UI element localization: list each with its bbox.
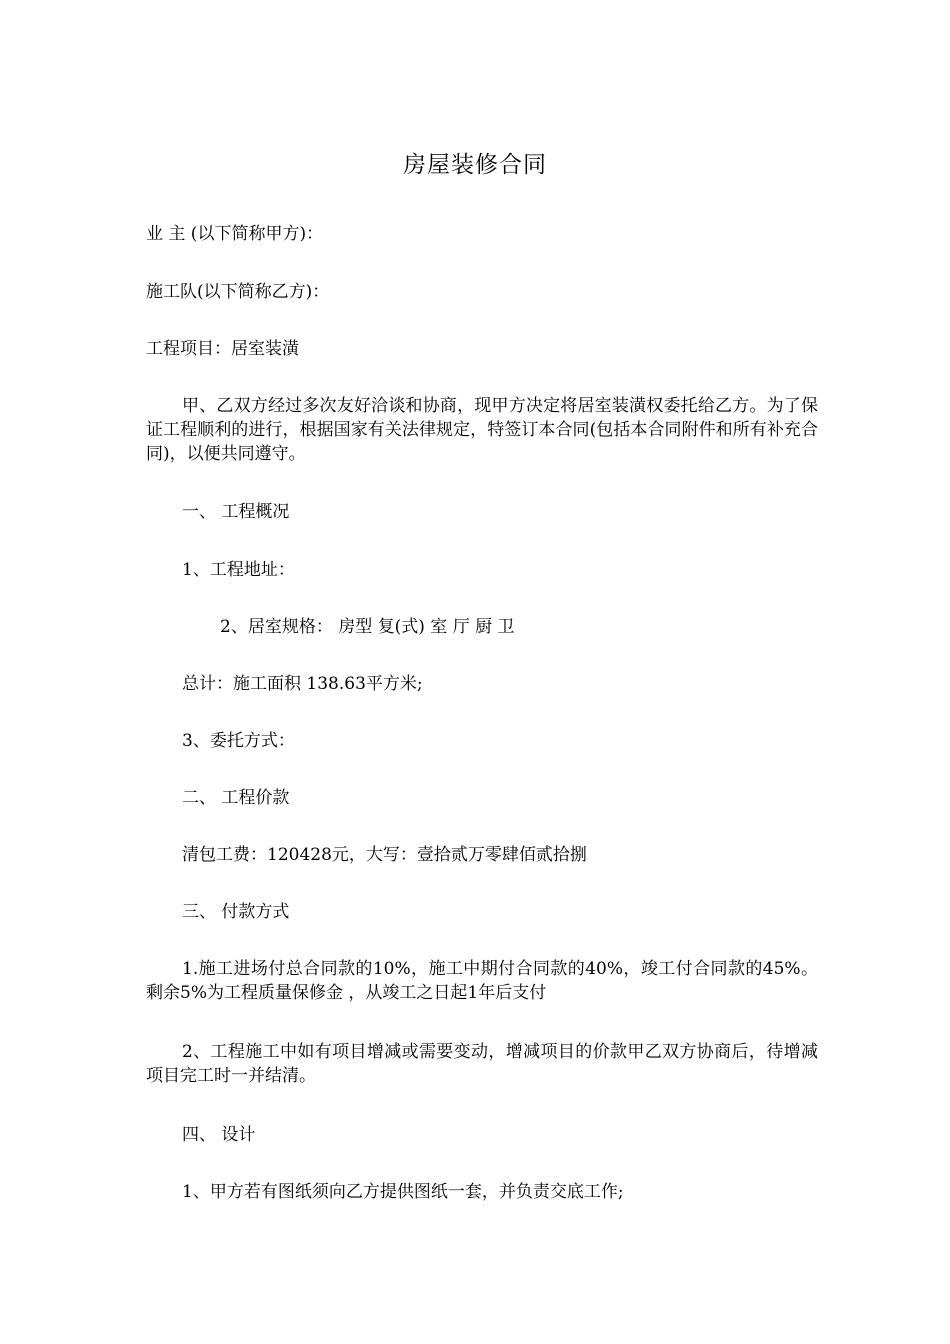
labor-fee-item: 清包工费：120428元，大写：壹拾贰万零肆佰贰拾捌 — [182, 845, 587, 865]
section-heading-price: 二、 工程价款 — [182, 788, 290, 808]
section-heading-overview: 一、 工程概况 — [182, 502, 290, 522]
section-heading-design: 四、 设计 — [182, 1125, 256, 1145]
design-item-1: 1、甲方若有图纸须向乙方提供图纸一套，并负责交底工作; — [182, 1182, 624, 1202]
contractor-line: 施工队(以下简称乙方)： — [146, 282, 330, 302]
commission-method-item: 3、委托方式： — [182, 731, 295, 751]
owner-line: 业 主 (以下简称甲方)： — [146, 224, 324, 244]
project-line: 工程项目：居室装潢 — [146, 339, 299, 359]
document-title: 房屋装修合同 — [403, 152, 547, 178]
intro-paragraph: 甲、乙双方经过多次友好洽谈和协商，现甲方决定将居室装潢权委托给乙方。为了保证工程顺利的进行，根据国家有关法律规定，特签订本合同(包括本合同附件和所有补充合同)，以便共同遵守。 — [146, 396, 818, 464]
project-address-item: 1、工程地址： — [182, 560, 295, 580]
section-heading-payment: 三、 付款方式 — [182, 902, 290, 922]
total-area-item: 总计：施工面积 138.63平方米; — [182, 674, 423, 694]
payment-paragraph-1: 1.施工进场付总合同款的10%，施工中期付合同款的40%，竣工付合同款的45%。剩余5%为工程质量保修金 ，从竣工之日起1年后支付 — [146, 959, 818, 1003]
payment-paragraph-2: 2、工程施工中如有项目增减或需要变动，增减项目的价款甲乙双方协商后，待增减项目完工时一并结清。 — [146, 1042, 818, 1086]
room-spec-item: 2、居室规格： 房型 复(式) 室 厅 厨 卫 — [220, 617, 515, 637]
